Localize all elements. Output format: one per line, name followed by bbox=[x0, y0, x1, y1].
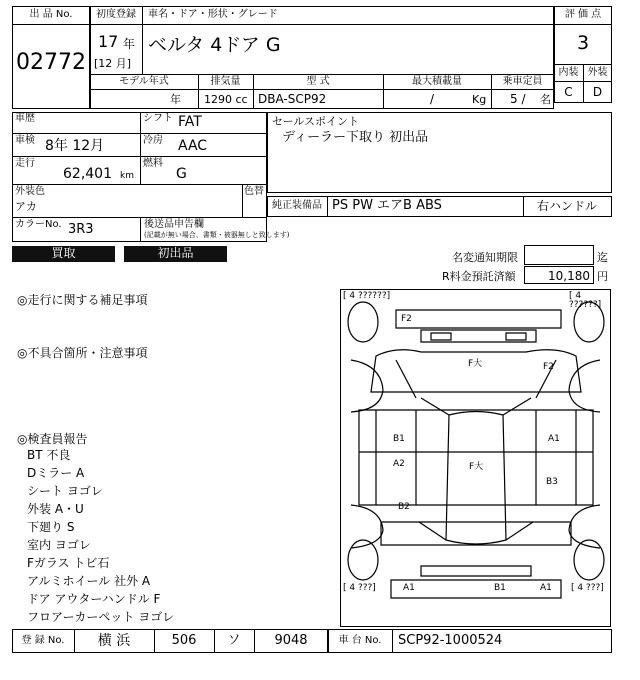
inspector-line: ドア アウターハンドル F bbox=[27, 592, 161, 606]
divider bbox=[142, 6, 143, 74]
reg-year: 17 bbox=[98, 32, 119, 51]
mark-rear-bumper-l: A1 bbox=[403, 583, 415, 593]
corner-label-bl: [ 4 ???] bbox=[343, 583, 376, 593]
mark-rear-fender-l: B2 bbox=[398, 502, 410, 512]
reg-label: 登 録 No. bbox=[21, 635, 65, 646]
divider bbox=[392, 629, 393, 653]
capacity-value: 5 / bbox=[510, 92, 526, 106]
car-outline bbox=[341, 290, 610, 626]
capacity-label: 乗車定員 bbox=[502, 76, 543, 87]
mark-front-fender-r: F2 bbox=[543, 362, 554, 372]
score-value: 3 bbox=[576, 32, 590, 54]
inspector-line: シート ヨゴレ bbox=[27, 484, 103, 498]
divider bbox=[554, 24, 612, 25]
mark-rear-fender-r: B3 bbox=[546, 477, 558, 487]
model-year-label: モデル年式 bbox=[119, 76, 169, 87]
reg-place: 横 浜 bbox=[97, 633, 131, 649]
recycle-unit: 円 bbox=[597, 270, 608, 283]
model-label: 型 式 bbox=[306, 76, 330, 87]
divider bbox=[140, 112, 141, 184]
max-load-value: / bbox=[430, 92, 435, 106]
defects-heading: ◎不具合箇所・注意事項 bbox=[17, 346, 148, 360]
inspector-line: フロアーカーペット ヨゴレ bbox=[27, 610, 175, 624]
color-change-label: 色替 bbox=[244, 186, 264, 197]
inspector-heading: ◎検査員報告 bbox=[17, 432, 88, 446]
lot-number: 02772 bbox=[16, 50, 86, 75]
model-year-unit: 年 bbox=[170, 93, 181, 106]
divider bbox=[90, 24, 554, 25]
divider bbox=[140, 217, 141, 242]
interior-grade: C bbox=[564, 85, 573, 99]
mileage-label: 走行 bbox=[15, 158, 35, 169]
shift-label: シフト bbox=[143, 113, 173, 124]
recycle-label: R料金預託済額 bbox=[442, 270, 516, 283]
car-name: ベルタ 4ドア G bbox=[148, 34, 281, 56]
corner-label-tl: [ 4 ??????] bbox=[343, 291, 391, 301]
reg-kana: ソ bbox=[227, 633, 241, 648]
color-no-label: カラーNo. bbox=[15, 219, 62, 230]
equipment-label: 純正装備品 bbox=[272, 200, 322, 211]
divider bbox=[12, 184, 267, 185]
car-diagram bbox=[340, 289, 611, 627]
year-unit: 年 bbox=[123, 37, 136, 51]
mark-hood: F大 bbox=[468, 359, 483, 369]
divider bbox=[90, 89, 554, 90]
sales-label: セールスポイント bbox=[272, 115, 360, 128]
divider bbox=[523, 196, 524, 217]
color-no-value: 3R3 bbox=[68, 222, 94, 237]
load-unit: Kg bbox=[472, 93, 487, 106]
capacity-unit: 名 bbox=[540, 93, 551, 106]
handle-value: 右ハンドル bbox=[537, 199, 598, 213]
model-value: DBA-SCP92 bbox=[258, 92, 327, 106]
name-change-field bbox=[524, 245, 594, 265]
score-label: 評 価 点 bbox=[564, 9, 602, 20]
mark-rear-bumper-c: B1 bbox=[494, 583, 506, 593]
mark-front-door-l: B1 bbox=[393, 434, 405, 444]
shift-value: FAT bbox=[178, 114, 202, 130]
divider bbox=[242, 184, 243, 217]
mark-front-door-r: A1 bbox=[548, 434, 560, 444]
mark-front-bumper: F2 bbox=[401, 314, 412, 324]
inspector-line: Dミラー A bbox=[27, 466, 85, 480]
chassis-label: 車 台 No. bbox=[338, 635, 382, 646]
ext-color-label: 外装色 bbox=[15, 186, 45, 197]
sales-text: ディーラー下取り 初出品 bbox=[282, 130, 429, 145]
mark-rear-door-l: A2 bbox=[393, 459, 405, 469]
corner-label-br: [ 4 ???] bbox=[571, 583, 604, 593]
fuel-value: G bbox=[176, 166, 187, 182]
mark-roof: F大 bbox=[469, 462, 484, 472]
recycle-value: 10,180 bbox=[548, 269, 590, 283]
corner-label-tr: [ 4 ??????] bbox=[569, 291, 602, 310]
name-change-unit: 迄 bbox=[597, 251, 608, 264]
divider bbox=[327, 196, 328, 217]
inspection-value: 8年 12月 bbox=[45, 138, 105, 154]
divider bbox=[90, 74, 554, 75]
inspector-line: BT 不良 bbox=[27, 448, 71, 462]
reg-number: 9048 bbox=[274, 633, 308, 648]
car-name-label: 車名・ドア・形状・グレード bbox=[148, 9, 278, 20]
displacement-value: 1290 cc bbox=[204, 93, 248, 106]
exterior-grade: D bbox=[592, 85, 603, 99]
inspector-line: 外装 A・U bbox=[27, 502, 84, 516]
doc-label: 後送品申告欄 bbox=[144, 219, 204, 230]
ac-label: 冷房 bbox=[143, 135, 163, 146]
inspection-label: 車検 bbox=[15, 135, 35, 146]
badge-first-listing: 初出品 bbox=[124, 246, 227, 262]
name-change-label: 名変通知期限 bbox=[452, 251, 518, 264]
chassis-value: SCP92-1000524 bbox=[398, 633, 503, 648]
ac-value: AAC bbox=[178, 138, 208, 154]
mileage-value: 62,401 bbox=[63, 166, 112, 182]
inspector-line: Fガラス トビ石 bbox=[27, 556, 110, 570]
ext-color-value: アカ bbox=[15, 200, 37, 213]
equipment-value: PS PW エアB ABS bbox=[332, 198, 442, 213]
divider bbox=[12, 24, 90, 25]
displacement-label: 排気量 bbox=[210, 76, 241, 87]
lot-label: 出 品 No. bbox=[29, 9, 73, 20]
inspector-line: 下廻り S bbox=[27, 520, 75, 534]
exterior-label: 外装 bbox=[587, 67, 608, 78]
mark-rear-bumper-r: A1 bbox=[540, 583, 552, 593]
driving-notes-heading: ◎走行に関する補足事項 bbox=[17, 293, 148, 307]
reg-month: [12 月] bbox=[94, 57, 132, 70]
doc-note: (記載が無い場合、書類・被器無しと致します) bbox=[144, 231, 290, 239]
badge-buyout: 買取 bbox=[12, 246, 115, 262]
inspector-line: 室内 ヨゴレ bbox=[27, 538, 91, 552]
inspector-line: アルミホイール 社外 A bbox=[27, 574, 151, 588]
max-load-label: 最大積載量 bbox=[412, 76, 462, 87]
reg-class: 506 bbox=[171, 633, 197, 648]
interior-label: 内装 bbox=[558, 67, 579, 78]
fuel-label: 燃料 bbox=[143, 158, 163, 169]
history-label: 車歴 bbox=[15, 113, 35, 124]
mileage-unit: km bbox=[120, 171, 134, 181]
first-reg-label: 初度登録 bbox=[96, 9, 136, 20]
